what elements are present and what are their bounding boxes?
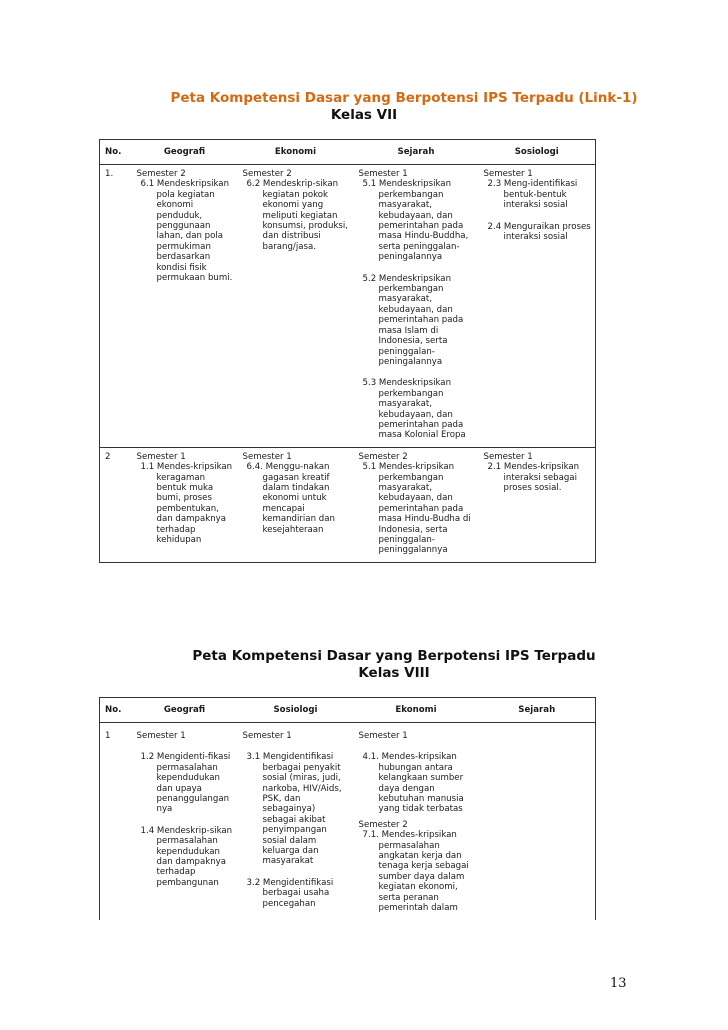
competency-table-kelas-vii: [99, 139, 596, 563]
page-number: 13: [610, 976, 627, 991]
cell-sosiologi: Semester 1 2.1 Mendes-kripsikan interaksi sebagai proses sosial.: [479, 447, 596, 562]
header-no: No.: [100, 698, 132, 723]
cell-sejarah: Semester 1 5.1 Mendeskripsikan perkembangan masyarakat, kebudayaan, dan pemerintahan pada masa Hindu-Buddha, serta peninggalan-peningalannya 5.2 Mendeskripsikan perkembangan masyarakat, kebudayaan, dan pemerintahan pada masa Islam di Indonesia, serta peninggalan-peningalannya 5.3 Mendeskripsikan perkembangan masyarakat, kebudayaan, dan pemerintahan pada masa Kolonial Eropa: [354, 165, 479, 448]
header-ekonomi: Ekonomi: [354, 698, 479, 723]
cell-sejarah: Semester 2 5.1 Mendes-kripsikan perkembangan masyarakat, kebudayaan, dan pemerintahan pada masa Hindu-Budha di Indonesia, serta peninggalan-peninggalannya: [354, 447, 479, 562]
cell-no: 2: [100, 447, 132, 562]
cell-geografi: Semester 2 6.1 Mendeskripsikan pola kegiatan ekonomi penduduk, penggunaan lahan, dan pola permukiman berdasarkan kondisi fisik permukaan bumi.: [132, 165, 238, 448]
table-row: [100, 447, 596, 562]
header-ekonomi: Ekonomi: [238, 140, 354, 165]
table-row: [100, 165, 596, 448]
table-row: [100, 723, 596, 920]
competency-table-kelas-viii: [99, 697, 596, 920]
header-no: No.: [100, 140, 132, 165]
header-sejarah: Sejarah: [354, 140, 479, 165]
table2-subtitle: Kelas VIII: [358, 665, 430, 681]
cell-no: 1: [100, 723, 132, 920]
header-sosiologi: Sosiologi: [238, 698, 354, 723]
cell-geografi: Semester 1 1.2 Mengidenti-fikasi permasalahan kependudukan dan upaya penanggulangan nya 1.4 Mendeskrip-sikan permasalahan kependudukan dan dampaknya terhadap pembangunan: [136, 731, 233, 888]
header-sosiologi: Sosiologi: [479, 140, 596, 165]
table1-subtitle: Kelas VII: [330, 107, 398, 123]
cell-sosiologi: Semester 1 3.1 Mengidentifikasi berbagai penyakit sosial (miras, judi, narkoba, HIV/Aids, PSK, dan sebagainya) sebagai akibat penyimpangan sosial dalam keluarga dan masyarakat 3.2 Mengidentifikasi berbagai usaha pencegahan: [242, 731, 342, 909]
table1-title: Peta Kompetensi Dasar yang Berpotensi IPS Terpadu (Link-1): [170, 90, 638, 106]
cell-sejarah: [479, 723, 596, 920]
cell-ekonomi: Semester 2 6.2 Mendeskrip-sikan kegiatan pokok ekonomi yang meliputi kegiatan konsumsi, produksi, dan distribusi barang/jasa.: [238, 165, 354, 448]
cell-sosiologi: Semester 1 2.3 Meng-identifikasi bentuk-bentuk interaksi sosial 2.4 Menguraikan proses interaksi sosial: [479, 165, 596, 448]
cell-ekonomi: Semester 1 6.4. Menggu-nakan gagasan kreatif dalam tindakan ekonomi untuk mencapai kemandirian dan kesejahteraan: [238, 447, 354, 562]
cell-ekonomi: Semester 1 4.1. Mendes-kripsikan hubungan antara kelangkaan sumber daya dengan kebutuhan manusia yang tidak terbatas Semester 2 7.1. Mendes-kripsikan permasalahan angkatan kerja dan tenaga kerja sebagai sumber daya dalam kegiatan ekonomi, serta peranan pemerintah dalam: [358, 731, 469, 914]
table2-title: Peta Kompetensi Dasar yang Berpotensi IPS Terpadu: [192, 648, 596, 664]
header-geografi: Geografi: [132, 698, 238, 723]
header-geografi: Geografi: [132, 140, 238, 165]
header-sejarah: Sejarah: [479, 698, 596, 723]
cell-no: 1.: [100, 165, 132, 448]
cell-geografi: Semester 1 1.1 Mendes-kripsikan keragaman bentuk muka bumi, proses pembentukan, dan dampaknya terhadap kehidupan: [132, 447, 238, 562]
